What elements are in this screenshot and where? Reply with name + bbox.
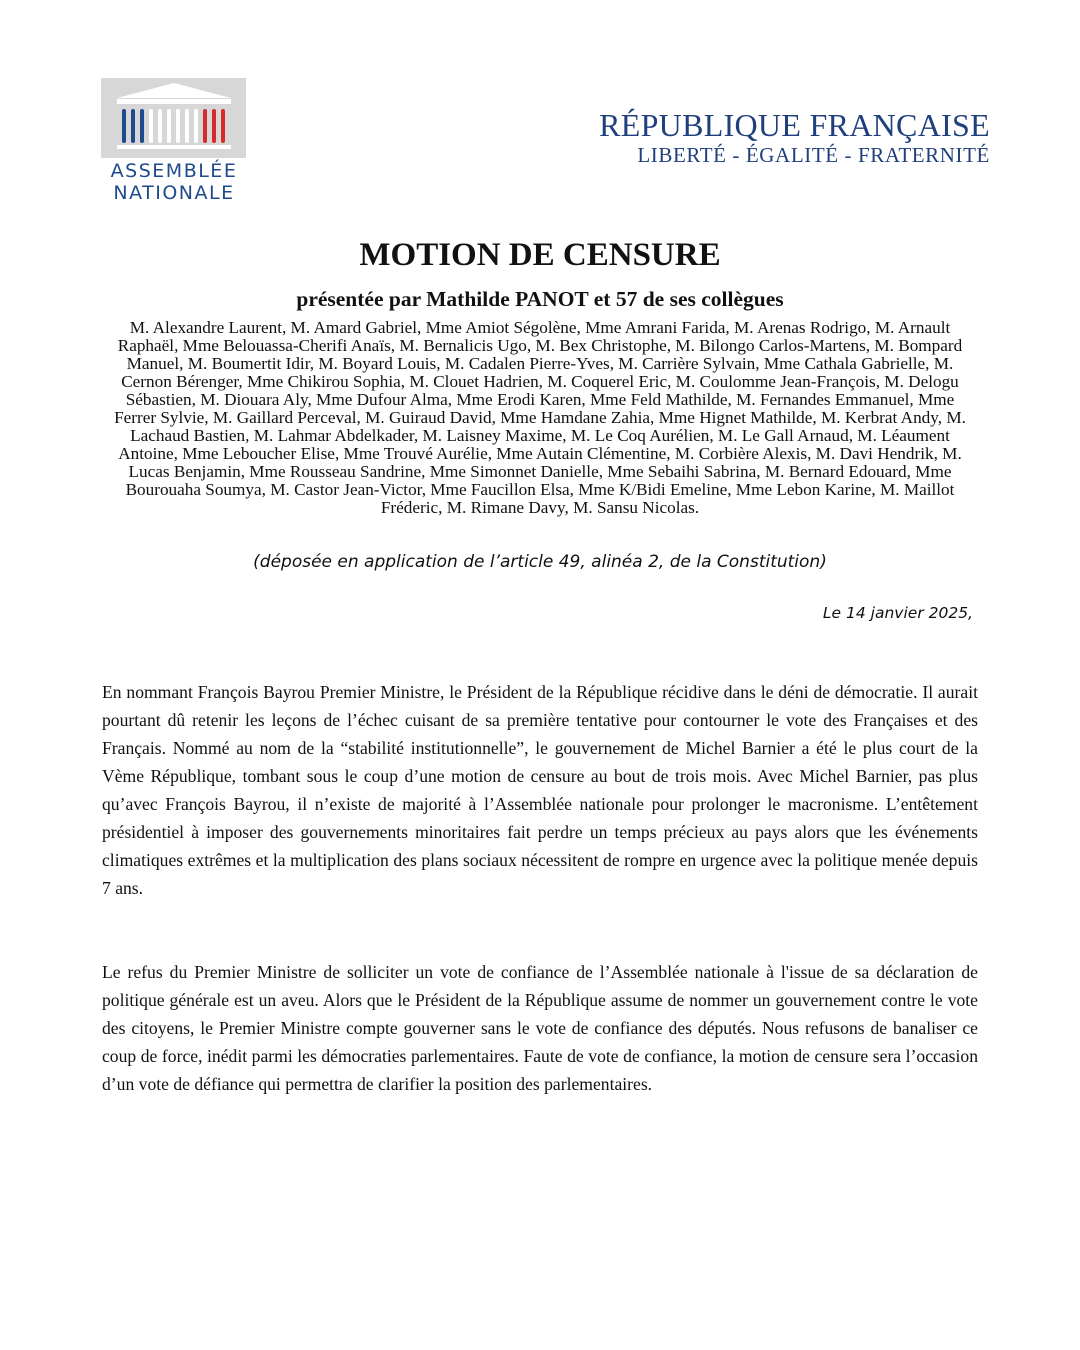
republic-header: [599, 107, 990, 167]
assemblee-nationale-logo: [101, 78, 247, 208]
republic-motto: LIBERTÉ - ÉGALITÉ - FRATERNITÉ: [637, 143, 990, 167]
cosigners-list: M. Alexandre Laurent, M. Amard Gabriel, Mme Amiot Ségolène, Mme Amrani Farida, M. Arenas Rodrigo, M. Arnault Raphaël, Mme Belouassa-Cherifi Anaïs, M. Bernalicis Ugo, M. Bex Christophe, M. Bilongo Carlos-Martens, M. Bompard Manuel, M. Boumertit Idir, M. Boyard Louis, M. Cadalen Pierre-Yves, M. Carrière Sylvain, Mme Cathala Gabrielle, M. Cernon Bérenger, Mme Chikirou Sophia, M. Clouet Hadrien, M. Coquerel Eric, M. Coulomme Jean-François, M. Delogu Sébastien, M. Diouara Aly, Mme Dufour Alma, Mme Erodi Karen, Mme Feld Mathilde, M. Fernandes Emmanuel, Mme Ferrer Sylvie, M. Gaillard Perceval, M. Guiraud David, Mme Hamdane Zahia, Mme Hignet Mathilde, M. Kerbrat Andy, M. Lachaud Bastien, M. Lahmar Abdelkader, M. Laisney Maxime, M. Le Coq Aurélien, M. Le Gall Arnaud, M. Léaument Antoine, Mme Leboucher Elise, Mme Trouvé Aurélie, Mme Autain Clémentine, M. Corbière Alexis, M. Davi Hendrik, M. Lucas Benjamin, Mme Rousseau Sandrine, Mme Simonnet Danielle, Mme Sebaihi Sabrina, M. Bernard Edouard, Mme Bourouaha Soumya, M. Castor Jean-Victor, Mme Faucillon Elsa, Mme K/Bidi Emeline, Mme Lebon Karine, M. Maillot Fréderic, M. Rimane Davy, M. Sansu Nicolas.: [114, 318, 966, 517]
document-subtitle: présentée par Mathilde PANOT et 57 de ses collègues: [296, 287, 784, 311]
hemicycle-icon: [101, 78, 247, 158]
logo-line-2: NATIONALE: [113, 182, 235, 204]
deposit-note: (déposée en application de l’article 49, alinéa 2, de la Constitution): [253, 552, 827, 572]
body-paragraph-2: Le refus du Premier Ministre de solliciter un vote de confiance de l’Assemblée nationale à l'issue de sa déclaration de politique générale est un aveu. Alors que le Président de la République assume de nommer un gouvernement contre le vote des citoyens, le Premier Ministre compte gouverner sans le vote de confiance des députés. Nous refusons de banaliser ce coup de force, inédit parmi les démocraties parlementaires. Faute de vote de confiance, la motion de censure sera l’occasion d’un vote de défiance qui permettra de clarifier la position des parlementaires.: [102, 962, 978, 1094]
document-date: Le 14 janvier 2025,: [822, 604, 973, 622]
logo-line-1: ASSEMBLÉE: [110, 160, 238, 182]
republic-title: RÉPUBLIQUE FRANÇAISE: [599, 107, 990, 143]
document-title: MOTION DE CENSURE: [359, 237, 721, 273]
body-paragraph-1: En nommant François Bayrou Premier Ministre, le Président de la République récidive dans le déni de démocratie. Il aurait pourtant dû retenir les leçons de l’échec cuisant de sa première tentative pour contourner le vote des Françaises et des Français. Nommé au nom de la “stabilité institutionnelle”, le gouvernement de Michel Barnier a été le plus court de la Vème République, tombant sous le coup d’une motion de censure au bout de trois mois. Avec Michel Barnier, pas plus qu’avec François Bayrou, il n’existe de majorité à l’Assemblée nationale pour prolonger le macronisme. L’entêtement présidentiel à imposer des gouvernements minoritaires fait perdre un temps précieux au pays alors que les événements climatiques extrêmes et la multiplication des plans sociaux nécessitent de rompre en urgence avec la politique menée depuis 7 ans.: [102, 682, 978, 898]
logo-text: [101, 160, 247, 204]
